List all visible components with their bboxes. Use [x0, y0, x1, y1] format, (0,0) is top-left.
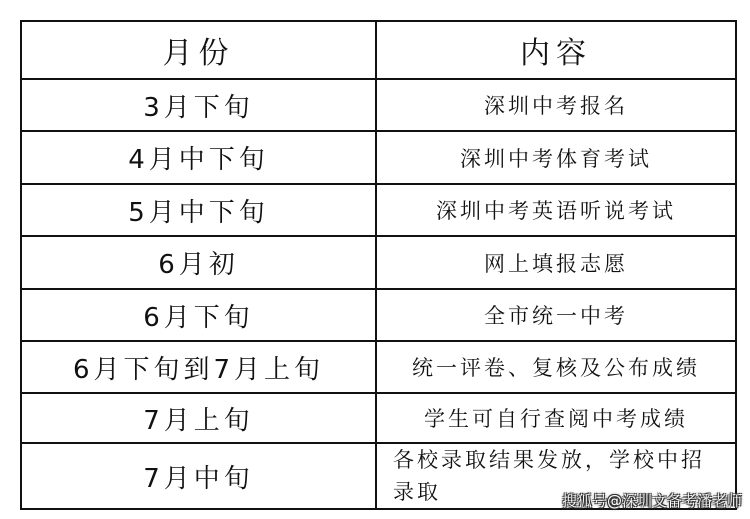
table-row [21, 236, 736, 289]
month-cell: 6月下旬 [21, 289, 376, 341]
table-row [21, 79, 736, 131]
header-month: 月份 [21, 21, 376, 79]
month-cell: 6月初 [21, 236, 376, 289]
content-cell: 深圳中考体育考试 [376, 131, 736, 184]
table-row [21, 289, 736, 341]
content-cell: 深圳中考英语听说考试 [376, 184, 736, 236]
content-cell: 各校录取结果发放，学校中招录取 [376, 443, 736, 509]
source-watermark: 搜狐号@深圳文备考潘老师 [561, 492, 742, 510]
header-content: 内容 [376, 21, 736, 79]
exam-schedule-table [20, 20, 737, 510]
content-cell: 统一评卷、复核及公布成绩 [376, 341, 736, 393]
content-cell: 学生可自行查阅中考成绩 [376, 393, 736, 443]
month-cell: 6月下旬到7月上旬 [21, 341, 376, 393]
table-row [21, 393, 736, 443]
table-header-row [21, 21, 736, 79]
table-row [21, 184, 736, 236]
month-cell: 3月下旬 [21, 79, 376, 131]
month-cell: 7月中旬 [21, 443, 376, 509]
content-cell: 网上填报志愿 [376, 236, 736, 289]
content-cell: 深圳中考报名 [376, 79, 736, 131]
month-cell: 7月上旬 [21, 393, 376, 443]
table-row [21, 131, 736, 184]
month-cell: 5月中下旬 [21, 184, 376, 236]
table-row [21, 341, 736, 393]
content-cell: 全市统一中考 [376, 289, 736, 341]
month-cell: 4月中下旬 [21, 131, 376, 184]
